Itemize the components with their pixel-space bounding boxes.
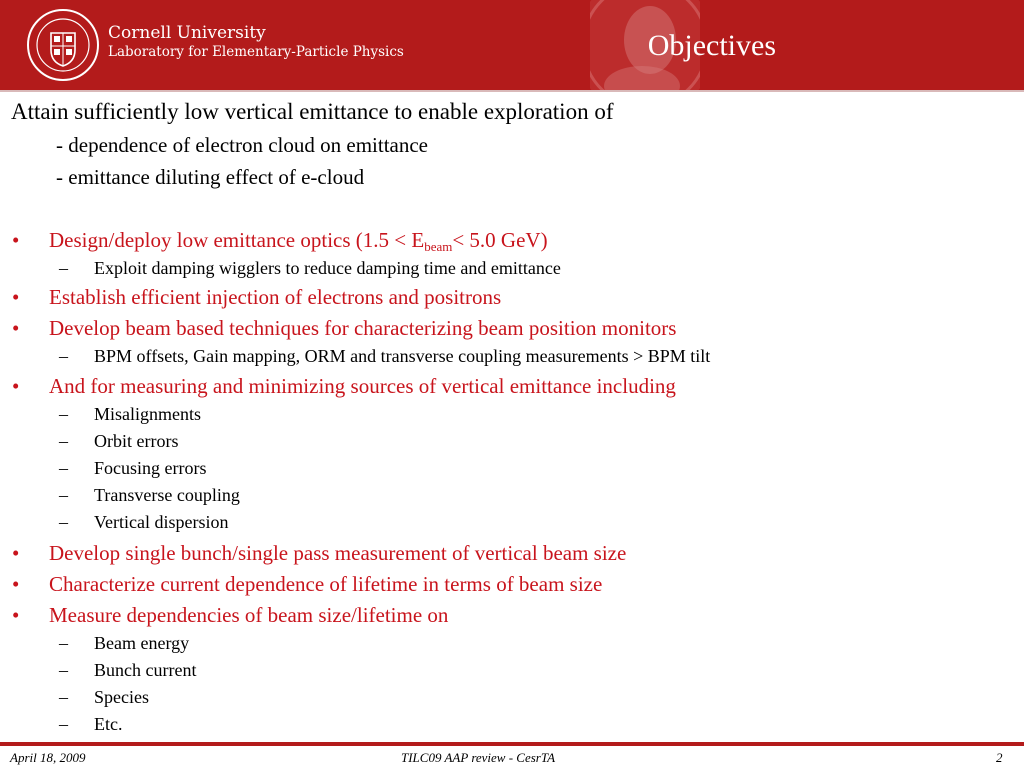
bullet-text: Measure dependencies of beam size/lifetime on <box>49 603 449 627</box>
bullet-marker: • <box>12 316 20 340</box>
page-title: Objectives <box>647 29 776 62</box>
footer-title: TILC09 AAP review - CesrTA <box>401 750 556 765</box>
bullet-marker: • <box>12 285 20 309</box>
bullet-text: Establish efficient injection of electrons and positrons <box>49 285 502 309</box>
bullet-text: Develop single bunch/single pass measurement of vertical beam size <box>49 541 627 565</box>
cornell-seal-icon <box>26 8 100 82</box>
header-divider <box>0 90 1024 92</box>
lab-name: Laboratory for Elementary-Particle Physics <box>108 44 404 60</box>
bullet-text: Characterize current dependence of lifetime in terms of beam size <box>49 572 603 596</box>
bullet-marker: • <box>12 228 20 252</box>
intro-subpoint: - emittance diluting effect of e-cloud <box>56 165 365 189</box>
bullet-marker: • <box>12 572 20 596</box>
bullet-text: And for measuring and minimizing sources of vertical emittance including <box>49 374 676 398</box>
footer-divider <box>0 742 1024 746</box>
university-name: Cornell University <box>108 23 266 43</box>
footer-date: April 18, 2009 <box>10 750 86 765</box>
page-number: 2 <box>996 750 1003 765</box>
bullet-text: Design/deploy low emittance optics ($1.5 < E_{beam}< 5.0$ GeV) <box>49 228 548 254</box>
bullet-marker: • <box>12 603 20 627</box>
header-banner <box>0 0 1024 90</box>
subscript-beam: beam <box>424 239 453 254</box>
bullet-text: Develop beam based techniques for characterizing beam position monitors <box>49 316 677 340</box>
bullet-marker: • <box>12 541 20 565</box>
bullet-marker: • <box>12 374 20 398</box>
intro-subpoint: - dependence of electron cloud on emittance <box>56 133 428 157</box>
intro-statement: Attain sufficiently low vertical emittance to enable exploration of <box>11 99 614 124</box>
